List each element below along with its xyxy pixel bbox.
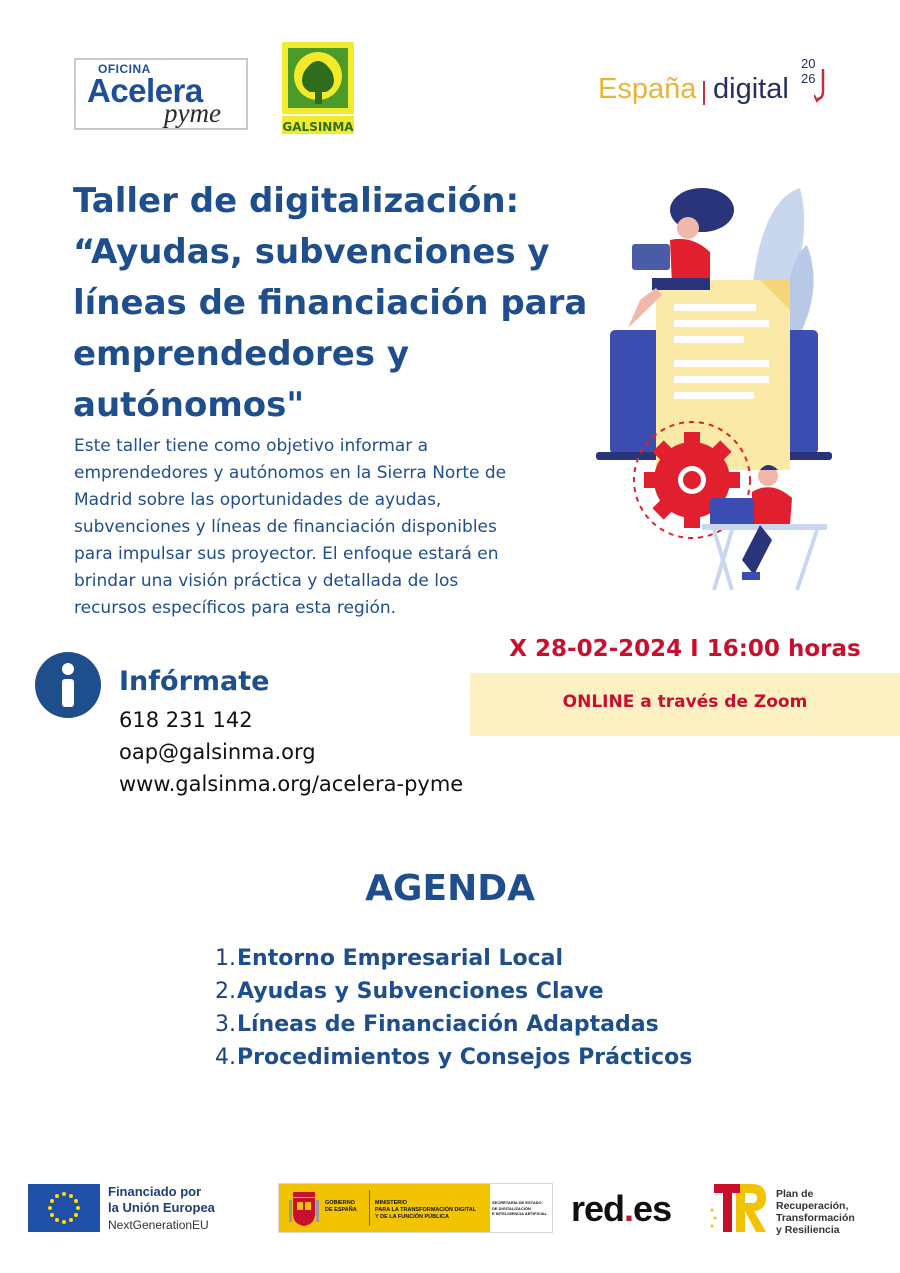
plan-line2: Recuperación,	[776, 1200, 849, 1212]
plan-line4: y Resiliencia	[776, 1224, 840, 1236]
title-line: Taller de digitalización:	[73, 181, 520, 221]
logo-oficina-text: OFICINA	[98, 62, 151, 76]
description-line: para impulsar sus proyector. El enfoque estará en	[74, 544, 499, 564]
agenda-item-number: 3.	[215, 1012, 236, 1037]
secretaria-line3: E INTELIGENCIA ARTIFICIAL	[492, 1211, 548, 1216]
gobierno-divider	[369, 1190, 370, 1226]
info-icon	[35, 652, 101, 718]
secretaria-line1: SECRETARÍA DE ESTADO	[492, 1200, 542, 1205]
description-line: emprendedores y autónomos en la Sierra Norte de	[74, 463, 507, 483]
eu-funding-logo	[28, 1184, 238, 1234]
eu-text-line2: la Unión Europea	[108, 1200, 215, 1215]
espana-divider	[703, 81, 705, 105]
year-bottom: 26	[801, 71, 816, 86]
gobierno-line1: GOBIERNO	[325, 1200, 355, 1206]
gobierno-espana-logo	[278, 1183, 553, 1233]
digitalization-illustration	[592, 180, 837, 600]
eu-flag-icon	[28, 1184, 100, 1232]
espana-text: España	[598, 73, 697, 105]
description-line: subvenciones y líneas de financiación disponibles	[74, 517, 497, 537]
gobierno-line2: DE ESPAÑA	[325, 1207, 357, 1213]
plan-line1: Plan de	[776, 1188, 814, 1200]
workshop-description	[74, 433, 584, 622]
description-line: Madrid sobre las oportunidades de ayudas,	[74, 490, 442, 510]
secretaria-text	[492, 1200, 548, 1217]
galsinma-name: GALSINMA	[282, 120, 354, 134]
secretaria-line2: DE DIGITALIZACIÓN	[492, 1205, 531, 1211]
agenda-item-text: Ayudas y Subvenciones Clave	[237, 979, 604, 1004]
agenda-list	[210, 946, 770, 1078]
title-line: emprendedores y	[73, 334, 410, 374]
contact-phone[interactable]: 618 231 142	[119, 708, 253, 732]
year-top: 20	[801, 56, 816, 71]
plan-line3: Transformación	[776, 1212, 855, 1224]
ministerio-line1: MINISTERIO	[375, 1200, 408, 1206]
redes-dot: .	[624, 1188, 634, 1229]
ministerio-text	[375, 1200, 476, 1221]
agenda-item-text: Entorno Empresarial Local	[237, 946, 564, 971]
description-line: recursos específicos para esta región.	[74, 598, 397, 618]
agenda-item-text: Líneas de Financiación Adaptadas	[237, 1012, 659, 1037]
title-line: autónomos"	[73, 385, 305, 425]
event-datetime: X 28-02-2024 I 16:00 horas	[509, 636, 861, 662]
description-line: Este taller tiene como objetivo informar a	[74, 436, 429, 456]
agenda-title: AGENDA	[365, 868, 535, 909]
title-line: líneas de financiación para	[73, 283, 588, 323]
agenda-item	[210, 1012, 770, 1045]
redes-part1: red	[571, 1188, 625, 1229]
espana-arrow-icon	[814, 67, 828, 103]
eu-text-line3: NextGenerationEU	[108, 1218, 209, 1232]
plan-tr-mark-icon	[708, 1180, 770, 1236]
agenda-item-number: 1.	[215, 946, 236, 971]
ministerio-line2: PARA LA TRANSFORMACIÓN DIGITAL	[375, 1207, 477, 1213]
event-location: ONLINE a través de Zoom	[562, 692, 808, 712]
event-location-box	[470, 673, 900, 736]
workshop-title	[73, 176, 593, 431]
agenda-item	[210, 979, 770, 1012]
ministerio-line3: Y DE LA FUNCIÓN PÚBLICA	[375, 1214, 449, 1220]
agenda-item	[210, 946, 770, 979]
contact-email-link[interactable]: oap@galsinma.org	[119, 740, 316, 764]
contact-website-link[interactable]: www.galsinma.org/acelera-pyme	[119, 772, 464, 796]
plan-recuperacion-logo	[708, 1180, 868, 1236]
coat-of-arms-icon	[289, 1192, 319, 1226]
acelera-pyme-logo	[74, 58, 248, 130]
redes-part2: es	[633, 1188, 672, 1229]
espana-digital-logo	[598, 55, 838, 115]
info-heading: Infórmate	[119, 666, 270, 697]
plan-text	[776, 1188, 855, 1236]
logo-acelera-text: Acelera	[87, 72, 203, 109]
agenda-item-number: 4.	[215, 1045, 236, 1070]
gobierno-text	[325, 1200, 357, 1214]
logo-pyme-text: pyme	[164, 98, 221, 128]
eu-text-line1: Financiado por	[108, 1184, 202, 1199]
agenda-item-text: Procedimientos y Consejos Prácticos	[237, 1045, 693, 1070]
title-line: “Ayudas, subvenciones y	[73, 232, 550, 272]
red-es-logo	[571, 1188, 671, 1230]
description-line: brindar una visión práctica y detallada de los	[74, 571, 459, 591]
agenda-item-number: 2.	[215, 979, 236, 1004]
digital-text: digital	[713, 73, 789, 105]
galsinma-logo	[282, 42, 354, 134]
agenda-item	[210, 1045, 770, 1078]
